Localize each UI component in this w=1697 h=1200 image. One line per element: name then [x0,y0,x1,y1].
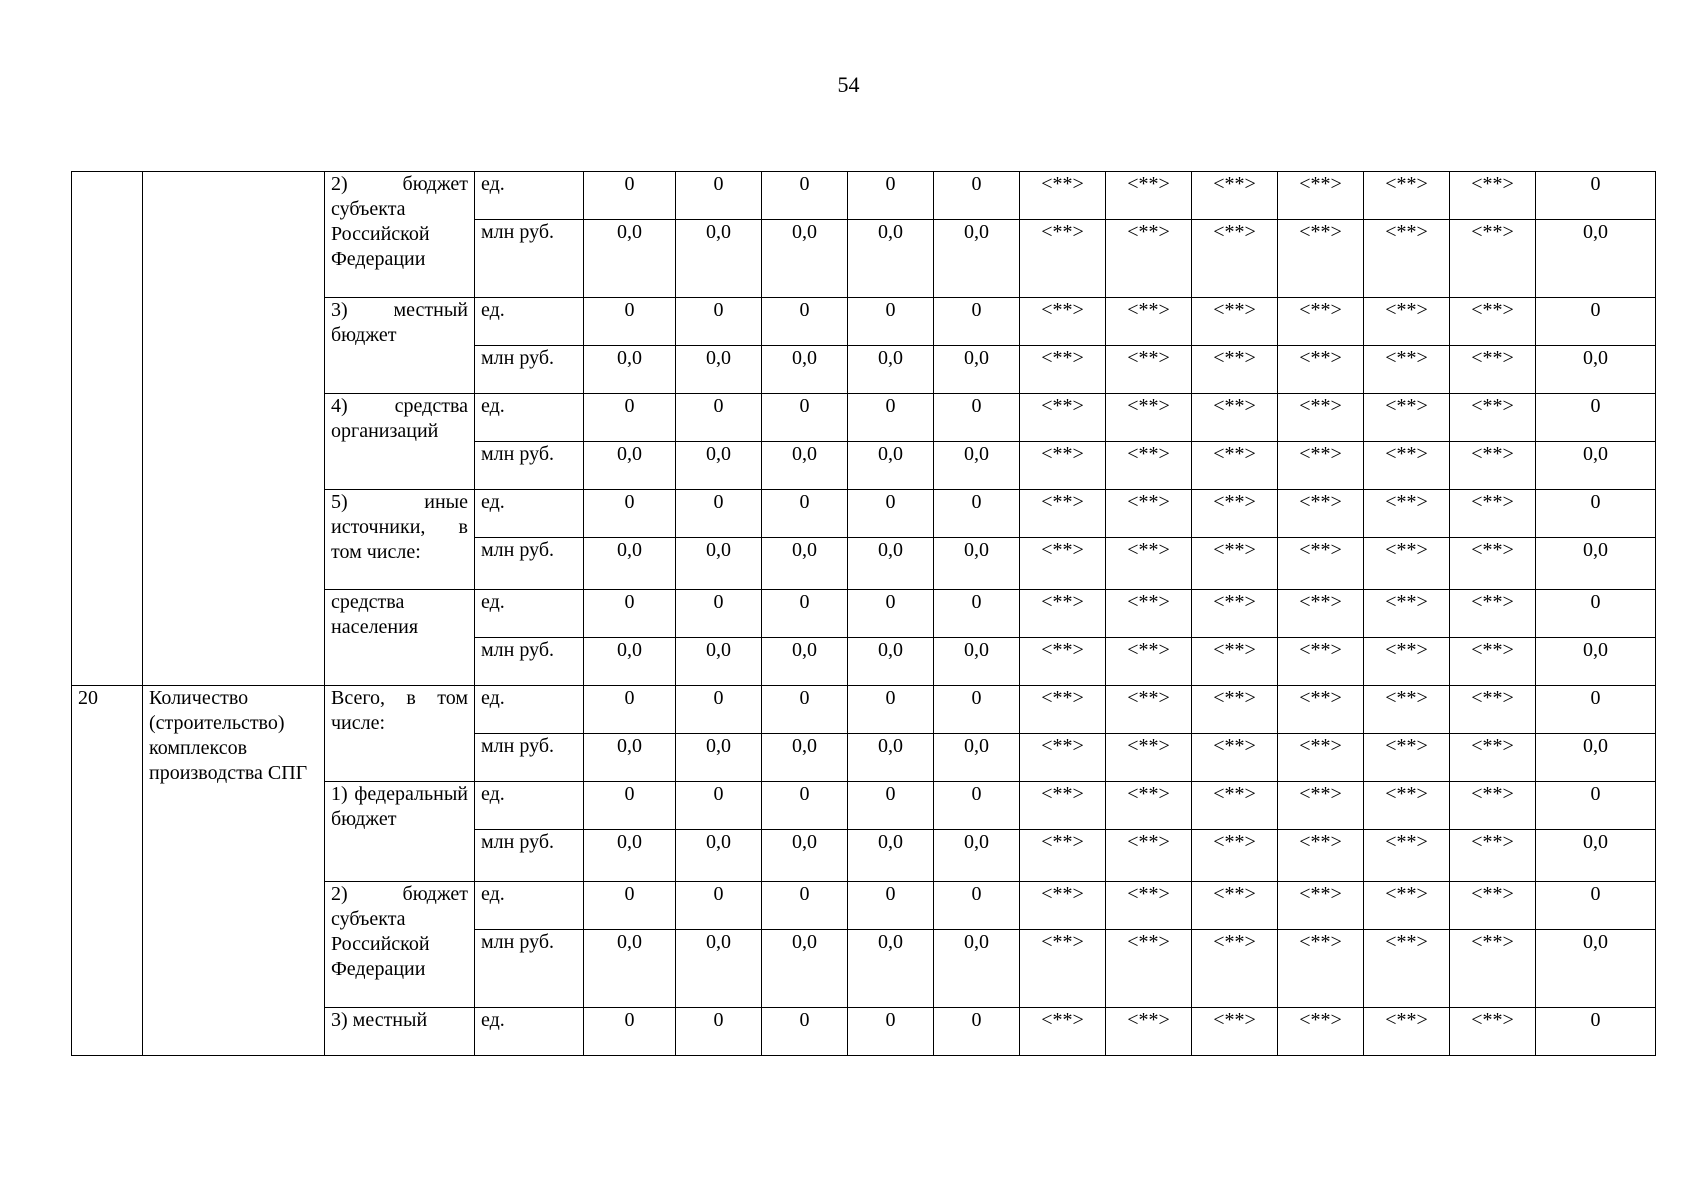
unit-cell: ед. [475,782,584,830]
funding-source: Всего, в том числе: [325,686,475,782]
funding-source: 3) местный [325,1008,475,1056]
value-cell: <**> [1020,882,1106,930]
value-cell: 0 [584,298,676,346]
unit-cell: ед. [475,882,584,930]
value-cell: <**> [1020,930,1106,1008]
value-cell: <**> [1364,442,1450,490]
value-cell: <**> [1450,686,1536,734]
funding-source: 5) иные источники, в том числе: [325,490,475,590]
value-cell: 0 [848,882,934,930]
value-cell: <**> [1450,172,1536,220]
page-number: 54 [837,72,860,97]
value-cell: <**> [1020,830,1106,882]
funding-source: 4) средства организаций [325,394,475,490]
value-cell: 0 [848,686,934,734]
value-cell: 0,0 [762,538,848,590]
value-cell: <**> [1278,490,1364,538]
value-cell: <**> [1020,782,1106,830]
value-cell: 0,0 [584,442,676,490]
value-cell: 0,0 [584,734,676,782]
value-cell: 0 [584,590,676,638]
value-cell: <**> [1278,638,1364,686]
value-cell: 0,0 [1536,930,1656,1008]
value-cell: 0 [676,590,762,638]
value-cell: 0,0 [848,930,934,1008]
unit-cell: млн руб. [475,220,584,298]
value-cell: 0 [848,172,934,220]
value-cell: 0,0 [848,346,934,394]
value-cell: 0,0 [676,538,762,590]
value-cell: <**> [1106,782,1192,830]
value-cell: 0,0 [762,346,848,394]
value-cell: <**> [1450,590,1536,638]
value-cell: <**> [1020,538,1106,590]
value-cell: <**> [1192,220,1278,298]
value-cell: 0,0 [848,638,934,686]
value-cell: <**> [1106,172,1192,220]
value-cell: 0,0 [934,538,1020,590]
value-cell: 0,0 [676,220,762,298]
value-cell: <**> [1106,1008,1192,1056]
value-cell: 0 [676,1008,762,1056]
value-cell: <**> [1192,590,1278,638]
value-cell: <**> [1278,686,1364,734]
value-cell: <**> [1192,882,1278,930]
table-row [72,686,1656,734]
value-cell: 0 [762,172,848,220]
value-cell: <**> [1364,172,1450,220]
value-cell: 0,0 [848,734,934,782]
value-cell: 0,0 [676,734,762,782]
value-cell: 0,0 [1536,830,1656,882]
value-cell: <**> [1192,346,1278,394]
value-cell: <**> [1450,346,1536,394]
value-cell: 0 [762,490,848,538]
value-cell: <**> [1278,220,1364,298]
value-cell: 0 [1536,1008,1656,1056]
value-cell: <**> [1364,882,1450,930]
value-cell: 0,0 [762,638,848,686]
value-cell: 0,0 [676,930,762,1008]
value-cell: 0 [584,1008,676,1056]
value-cell: 0 [1536,590,1656,638]
value-cell: 0,0 [584,220,676,298]
value-cell: 0,0 [584,538,676,590]
value-cell: 0 [762,882,848,930]
value-cell: 0 [584,882,676,930]
value-cell: 0 [1536,394,1656,442]
value-cell: <**> [1278,538,1364,590]
value-cell: <**> [1106,882,1192,930]
value-cell: <**> [1278,930,1364,1008]
value-cell: 0,0 [1536,442,1656,490]
value-cell: <**> [1192,686,1278,734]
table-row [72,172,1656,220]
value-cell: 0,0 [848,442,934,490]
value-cell: <**> [1450,638,1536,686]
value-cell: <**> [1020,1008,1106,1056]
value-cell: <**> [1278,734,1364,782]
value-cell: <**> [1278,298,1364,346]
value-cell: <**> [1278,782,1364,830]
value-cell: 0,0 [934,734,1020,782]
value-cell: 0,0 [848,538,934,590]
value-cell: <**> [1278,830,1364,882]
value-cell: <**> [1192,830,1278,882]
value-cell: 0 [848,298,934,346]
value-cell: <**> [1106,442,1192,490]
value-cell: 0 [934,686,1020,734]
value-cell: <**> [1106,490,1192,538]
unit-cell: ед. [475,686,584,734]
value-cell: 0 [762,1008,848,1056]
value-cell: 0,0 [1536,538,1656,590]
value-cell: 0,0 [1536,346,1656,394]
value-cell: <**> [1192,394,1278,442]
value-cell: 0 [584,490,676,538]
funding-source: 2) бюджет субъекта Российской Федерации [325,172,475,298]
value-cell: <**> [1450,298,1536,346]
funding-source: 3) местный бюджет [325,298,475,394]
unit-cell: млн руб. [475,346,584,394]
value-cell: 0 [934,172,1020,220]
value-cell: <**> [1450,220,1536,298]
value-cell: <**> [1192,490,1278,538]
value-cell: 0 [762,686,848,734]
value-cell: 0 [934,590,1020,638]
value-cell: <**> [1192,442,1278,490]
value-cell: <**> [1020,590,1106,638]
value-cell: <**> [1364,298,1450,346]
value-cell: 0,0 [1536,220,1656,298]
unit-cell: ед. [475,590,584,638]
value-cell: 0 [1536,298,1656,346]
value-cell: 0,0 [584,638,676,686]
value-cell: 0 [1536,882,1656,930]
value-cell: 0 [676,782,762,830]
value-cell: 0,0 [676,442,762,490]
value-cell: <**> [1278,590,1364,638]
unit-cell: ед. [475,172,584,220]
value-cell: <**> [1364,220,1450,298]
value-cell: <**> [1450,394,1536,442]
value-cell: <**> [1450,930,1536,1008]
budget-table [71,171,1656,1056]
value-cell: <**> [1192,538,1278,590]
value-cell: 0 [584,782,676,830]
value-cell: <**> [1364,394,1450,442]
value-cell: <**> [1364,686,1450,734]
value-cell: 0 [762,590,848,638]
value-cell: 0,0 [934,830,1020,882]
value-cell: 0,0 [1536,734,1656,782]
value-cell: 0 [1536,490,1656,538]
value-cell: 0 [934,490,1020,538]
value-cell: 0 [584,686,676,734]
value-cell: <**> [1364,782,1450,830]
value-cell: <**> [1278,346,1364,394]
value-cell: <**> [1106,686,1192,734]
value-cell: 0 [848,1008,934,1056]
value-cell: <**> [1106,346,1192,394]
value-cell: <**> [1364,830,1450,882]
value-cell: 0,0 [762,220,848,298]
value-cell: 0 [934,1008,1020,1056]
value-cell: 0 [676,490,762,538]
value-cell: 0 [762,782,848,830]
value-cell: 0 [676,882,762,930]
row-index: 20 [72,686,143,1056]
unit-cell: млн руб. [475,638,584,686]
value-cell: 0,0 [584,830,676,882]
value-cell: <**> [1106,220,1192,298]
value-cell: 0,0 [848,830,934,882]
value-cell: <**> [1106,394,1192,442]
unit-cell: ед. [475,490,584,538]
value-cell: <**> [1192,930,1278,1008]
value-cell: <**> [1020,490,1106,538]
value-cell: 0 [1536,686,1656,734]
value-cell: <**> [1192,298,1278,346]
value-cell: 0 [1536,782,1656,830]
value-cell: <**> [1192,172,1278,220]
value-cell: 0 [676,686,762,734]
value-cell: 0,0 [762,930,848,1008]
value-cell: 0,0 [934,638,1020,686]
value-cell: 0 [848,490,934,538]
value-cell: <**> [1020,394,1106,442]
value-cell: <**> [1020,442,1106,490]
value-cell: 0,0 [676,638,762,686]
value-cell: <**> [1450,830,1536,882]
value-cell: <**> [1192,1008,1278,1056]
value-cell: 0 [848,782,934,830]
value-cell: <**> [1106,734,1192,782]
value-cell: 0 [584,394,676,442]
value-cell: <**> [1020,346,1106,394]
value-cell: 0 [934,882,1020,930]
value-cell: <**> [1450,782,1536,830]
value-cell: <**> [1450,882,1536,930]
value-cell: <**> [1192,734,1278,782]
value-cell: 0,0 [1536,638,1656,686]
value-cell: 0 [762,298,848,346]
value-cell: <**> [1450,734,1536,782]
value-cell: <**> [1020,638,1106,686]
value-cell: <**> [1364,638,1450,686]
value-cell: 0,0 [762,734,848,782]
value-cell: 0 [848,394,934,442]
value-cell: <**> [1364,734,1450,782]
value-cell: 0 [676,298,762,346]
value-cell: 0,0 [676,830,762,882]
value-cell: <**> [1192,782,1278,830]
unit-cell: ед. [475,298,584,346]
value-cell: <**> [1020,298,1106,346]
value-cell: <**> [1364,930,1450,1008]
value-cell: 0 [584,172,676,220]
value-cell: <**> [1192,638,1278,686]
unit-cell: млн руб. [475,930,584,1008]
value-cell: <**> [1278,442,1364,490]
value-cell: 0,0 [848,220,934,298]
value-cell: 0,0 [762,442,848,490]
value-cell: <**> [1278,394,1364,442]
value-cell: <**> [1020,734,1106,782]
unit-cell: млн руб. [475,734,584,782]
indicator-name: Количество (строительство) комплексов производства СПГ [143,686,325,1056]
value-cell: <**> [1278,882,1364,930]
value-cell: <**> [1364,346,1450,394]
value-cell: <**> [1364,490,1450,538]
row-index [72,172,143,686]
value-cell: <**> [1020,172,1106,220]
unit-cell: ед. [475,394,584,442]
value-cell: 0 [762,394,848,442]
value-cell: <**> [1450,1008,1536,1056]
unit-cell: ед. [475,1008,584,1056]
value-cell: <**> [1450,442,1536,490]
value-cell: <**> [1106,930,1192,1008]
value-cell: <**> [1106,590,1192,638]
value-cell: <**> [1364,538,1450,590]
value-cell: 0,0 [676,346,762,394]
value-cell: 0 [676,394,762,442]
value-cell: <**> [1278,1008,1364,1056]
value-cell: <**> [1106,538,1192,590]
value-cell: 0,0 [584,346,676,394]
value-cell: 0 [934,298,1020,346]
value-cell: 0,0 [584,930,676,1008]
value-cell: <**> [1450,490,1536,538]
value-cell: <**> [1106,638,1192,686]
value-cell: <**> [1278,172,1364,220]
unit-cell: млн руб. [475,538,584,590]
indicator-name [143,172,325,686]
unit-cell: млн руб. [475,442,584,490]
funding-source: 1) федеральный бюджет [325,782,475,882]
value-cell: <**> [1106,830,1192,882]
funding-source: 2) бюджет субъекта Российской Федерации [325,882,475,1008]
value-cell: 0 [1536,172,1656,220]
value-cell: 0 [934,394,1020,442]
value-cell: 0 [934,782,1020,830]
value-cell: <**> [1450,538,1536,590]
value-cell: <**> [1020,220,1106,298]
value-cell: <**> [1106,298,1192,346]
value-cell: 0,0 [934,346,1020,394]
value-cell: <**> [1364,590,1450,638]
value-cell: 0 [676,172,762,220]
value-cell: 0,0 [934,930,1020,1008]
value-cell: 0,0 [934,442,1020,490]
value-cell: <**> [1364,1008,1450,1056]
value-cell: 0 [848,590,934,638]
budget-table-body [72,172,1656,1056]
value-cell: <**> [1020,686,1106,734]
unit-cell: млн руб. [475,830,584,882]
value-cell: 0,0 [934,220,1020,298]
funding-source: средства населения [325,590,475,686]
value-cell: 0,0 [762,830,848,882]
